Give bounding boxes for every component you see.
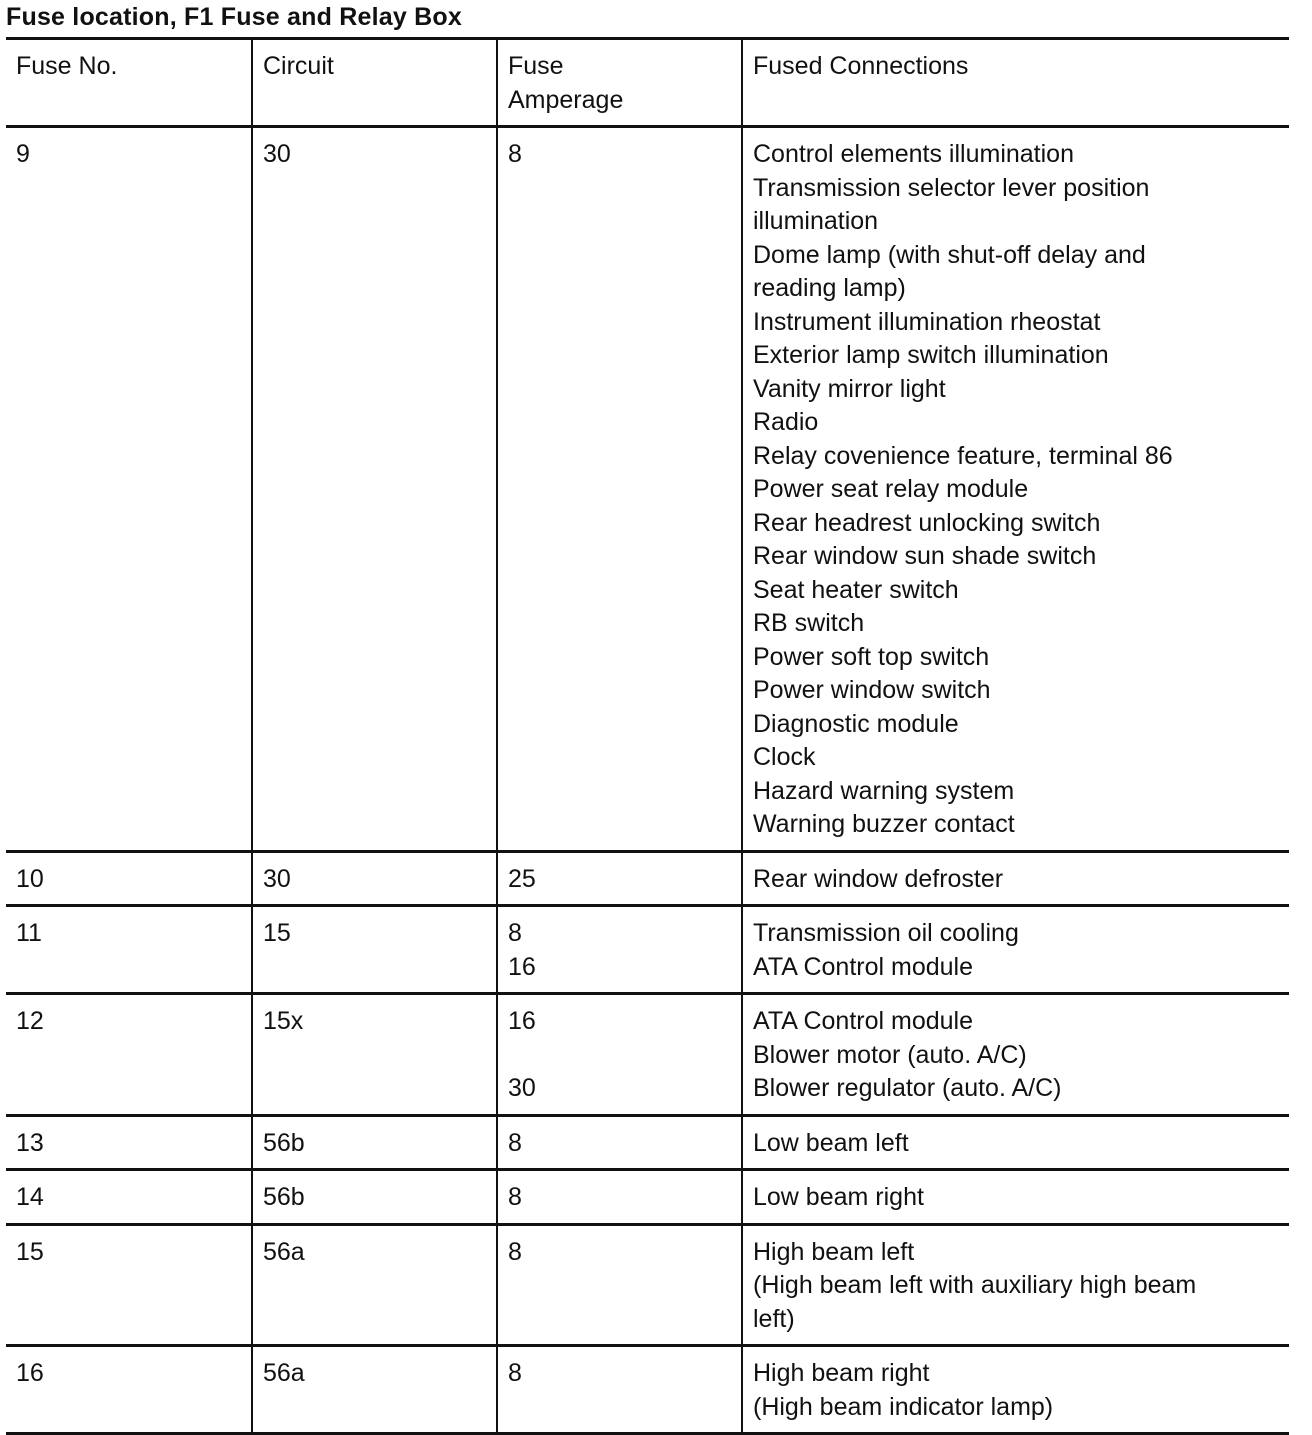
connection-line: Hazard warning system [753, 776, 1015, 805]
header-amperage-line: Amperage [508, 85, 624, 114]
connection-line: Low beam left [753, 1128, 909, 1157]
connection-line: Radio [753, 408, 819, 436]
cell-amperage [497, 994, 742, 1116]
header-fused-connections: Fused Connections [742, 39, 1289, 127]
cell-fuse-no: 12 [6, 994, 252, 1116]
connection-line: High beam right [753, 1359, 930, 1387]
cell-circuit: 30 [252, 127, 497, 852]
cell-amperage [497, 851, 742, 906]
connection-line: Dome lamp (with shut-off delay and [753, 240, 1146, 269]
connection-line: (High beam indicator lamp) [753, 1392, 1054, 1421]
cell-circuit: 56a [252, 1346, 497, 1434]
amperage-value: 16 [508, 952, 536, 981]
connection-line: Blower regulator (auto. A/C) [753, 1074, 1062, 1102]
cell-fuse-no: 15 [6, 1224, 252, 1346]
amperage-value [508, 1039, 731, 1073]
connection-line: Power window switch [753, 676, 991, 704]
connection-line: Power seat relay module [753, 475, 1029, 503]
connection-line: ATA Control module [753, 952, 974, 981]
connection-line: reading lamp) [753, 274, 906, 302]
amperage-value: 16 [508, 1007, 536, 1035]
amperage-value: 8 [508, 1128, 522, 1157]
amperage-value: 8 [508, 140, 522, 168]
amperage-value: 30 [508, 1074, 536, 1102]
cell-fused-connections [742, 994, 1289, 1116]
connection-line: Seat heater switch [753, 575, 959, 604]
fuse-table [6, 37, 1289, 1435]
amperage-value: 8 [508, 1183, 522, 1211]
cell-fused-connections [742, 1346, 1289, 1434]
connection-line: Rear window defroster [753, 864, 1004, 893]
cell-circuit: 56a [252, 1224, 497, 1346]
amperage-value: 8 [508, 1359, 522, 1387]
connection-line: Rear headrest unlocking switch [753, 508, 1101, 537]
connection-line: left) [753, 1304, 795, 1333]
cell-amperage [497, 1170, 742, 1225]
cell-fuse-no: 14 [6, 1170, 252, 1225]
connection-line: Transmission oil cooling [753, 919, 1019, 947]
cell-fused-connections [742, 906, 1289, 994]
table-row [6, 906, 1289, 994]
table-row [6, 1224, 1289, 1346]
cell-fuse-no: 13 [6, 1115, 252, 1170]
connection-line: Power soft top switch [753, 642, 990, 671]
table-row [6, 1115, 1289, 1170]
connection-line: Rear window sun shade switch [753, 542, 1097, 570]
amperage-value: 8 [508, 919, 522, 947]
page-title: Fuse location, F1 Fuse and Relay Box [6, 3, 462, 31]
connection-line: Relay covenience feature, terminal 86 [753, 441, 1173, 470]
header-amperage-line: Fuse [508, 52, 564, 80]
cell-amperage [497, 1115, 742, 1170]
cell-fused-connections [742, 1115, 1289, 1170]
table-row [6, 851, 1289, 906]
connection-line: Low beam right [753, 1183, 924, 1211]
connection-line: Transmission selector lever position [753, 173, 1150, 202]
cell-circuit: 15 [252, 906, 497, 994]
cell-amperage [497, 1224, 742, 1346]
connection-line: High beam left [753, 1237, 915, 1266]
cell-amperage [497, 127, 742, 852]
cell-fused-connections [742, 1224, 1289, 1346]
connection-line: Instrument illumination rheostat [753, 307, 1101, 336]
header-fuse-amperage [497, 39, 742, 127]
cell-fused-connections [742, 1170, 1289, 1225]
table-row [6, 1346, 1289, 1434]
table-row [6, 127, 1289, 852]
connection-line: Vanity mirror light [753, 374, 946, 403]
table-header-row [6, 39, 1289, 127]
connection-line: Clock [753, 743, 816, 771]
connection-line: (High beam left with auxiliary high beam [753, 1271, 1197, 1299]
cell-fuse-no: 9 [6, 127, 252, 852]
amperage-value: 8 [508, 1237, 522, 1266]
cell-amperage [497, 906, 742, 994]
header-fuse-no: Fuse No. [16, 52, 118, 80]
cell-circuit: 56b [252, 1115, 497, 1170]
cell-fuse-no: 10 [6, 851, 252, 906]
cell-circuit: 30 [252, 851, 497, 906]
connection-line: illumination [753, 207, 879, 235]
cell-amperage [497, 1346, 742, 1434]
connection-line: Warning buzzer contact [753, 810, 1015, 838]
connection-line: Blower motor (auto. A/C) [753, 1040, 1027, 1069]
table-body [6, 127, 1289, 1434]
connection-line: Diagnostic module [753, 709, 959, 738]
connection-line: Control elements illumination [753, 140, 1074, 168]
cell-fuse-no: 16 [6, 1346, 252, 1434]
cell-circuit: 15x [252, 994, 497, 1116]
header-circuit: Circuit [252, 39, 497, 127]
cell-fused-connections [742, 127, 1289, 852]
connection-line: ATA Control module [753, 1007, 974, 1035]
cell-fused-connections [742, 851, 1289, 906]
cell-circuit: 56b [252, 1170, 497, 1225]
connection-line: Exterior lamp switch illumination [753, 341, 1109, 369]
amperage-value: 25 [508, 864, 536, 893]
table-row [6, 1170, 1289, 1225]
connection-line: RB switch [753, 609, 865, 637]
cell-fuse-no: 11 [6, 906, 252, 994]
table-row [6, 994, 1289, 1116]
